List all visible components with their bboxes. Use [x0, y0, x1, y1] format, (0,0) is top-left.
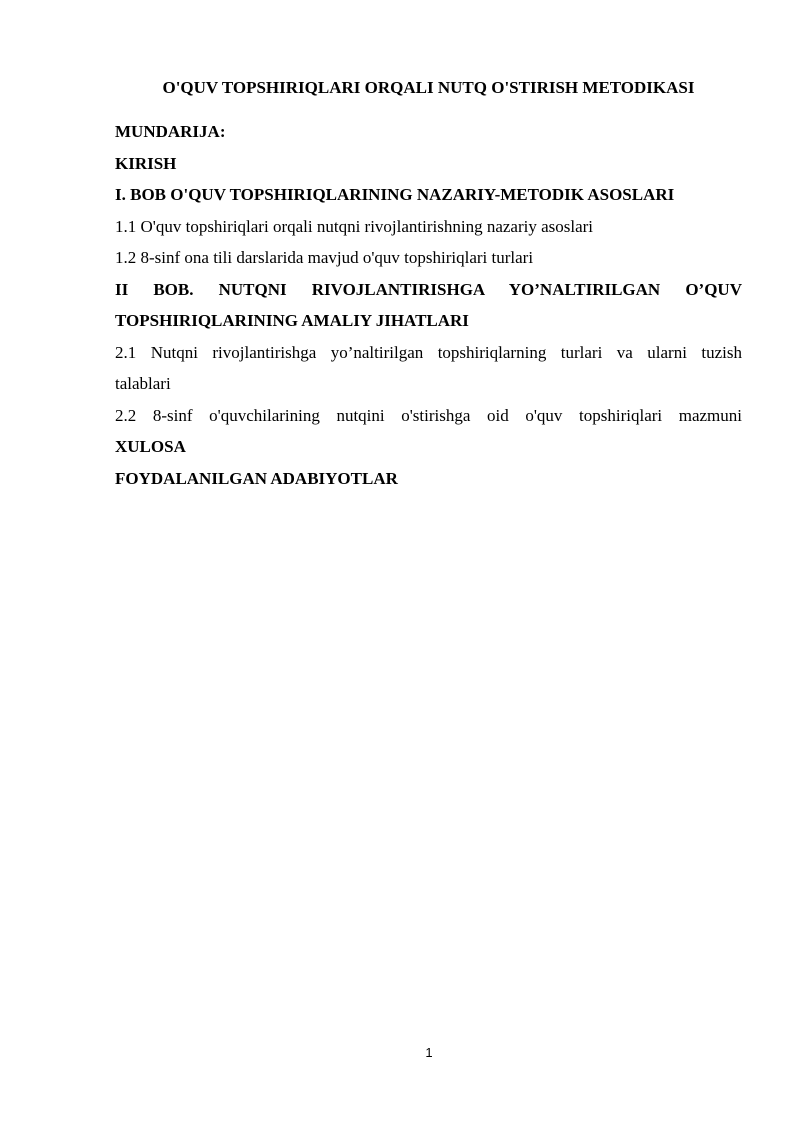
toc-item-intro: KIRISH [115, 153, 177, 173]
page-number: 1 [425, 1045, 433, 1060]
toc-item-conclusion: XULOSA [115, 437, 186, 456]
toc-section-2-1-line-1: 2.1 Nutqni rivojlantirishga yo’naltirilgan topshiriqlarning turlari va ularni tuzish [115, 342, 742, 362]
toc-chapter-2-title-line-2: TOPSHIRIQLARINING AMALIY JIHATLARI [115, 311, 469, 330]
document-title: O'QUV TOPSHIRIQLARI ORQALI NUTQ O'STIRISH METODIKASI [162, 78, 695, 97]
document-page [115, 74, 742, 494]
toc-section-1-1: 1.1 O'quv topshiriqlari orqali nutqni rivojlantirishning nazariy asoslari [115, 216, 594, 236]
toc-section-1-2: 1.2 8-sinf ona tili darslarida mavjud o'quv topshiriqlari turlari [115, 248, 534, 267]
toc-chapter-2-title-line-1: II BOB. NUTQNI RIVOJLANTIRISHGA YO’NALTIRILGAN O’QUV [115, 279, 742, 299]
toc-item-references: FOYDALANILGAN ADABIYOTLAR [115, 468, 398, 488]
toc-heading: MUNDARIJA: [115, 122, 226, 141]
toc-chapter-1-title: I. BOB O'QUV TOPSHIRIQLARINING NAZARIY-METODIK ASOSLARI [115, 185, 675, 204]
toc-section-2-1-line-2: talablari [115, 374, 171, 393]
toc-section-2-2: 2.2 8-sinf o'quvchilarining nutqini o'stirishga oid o'quv topshiriqlari mazmuni [115, 405, 742, 425]
